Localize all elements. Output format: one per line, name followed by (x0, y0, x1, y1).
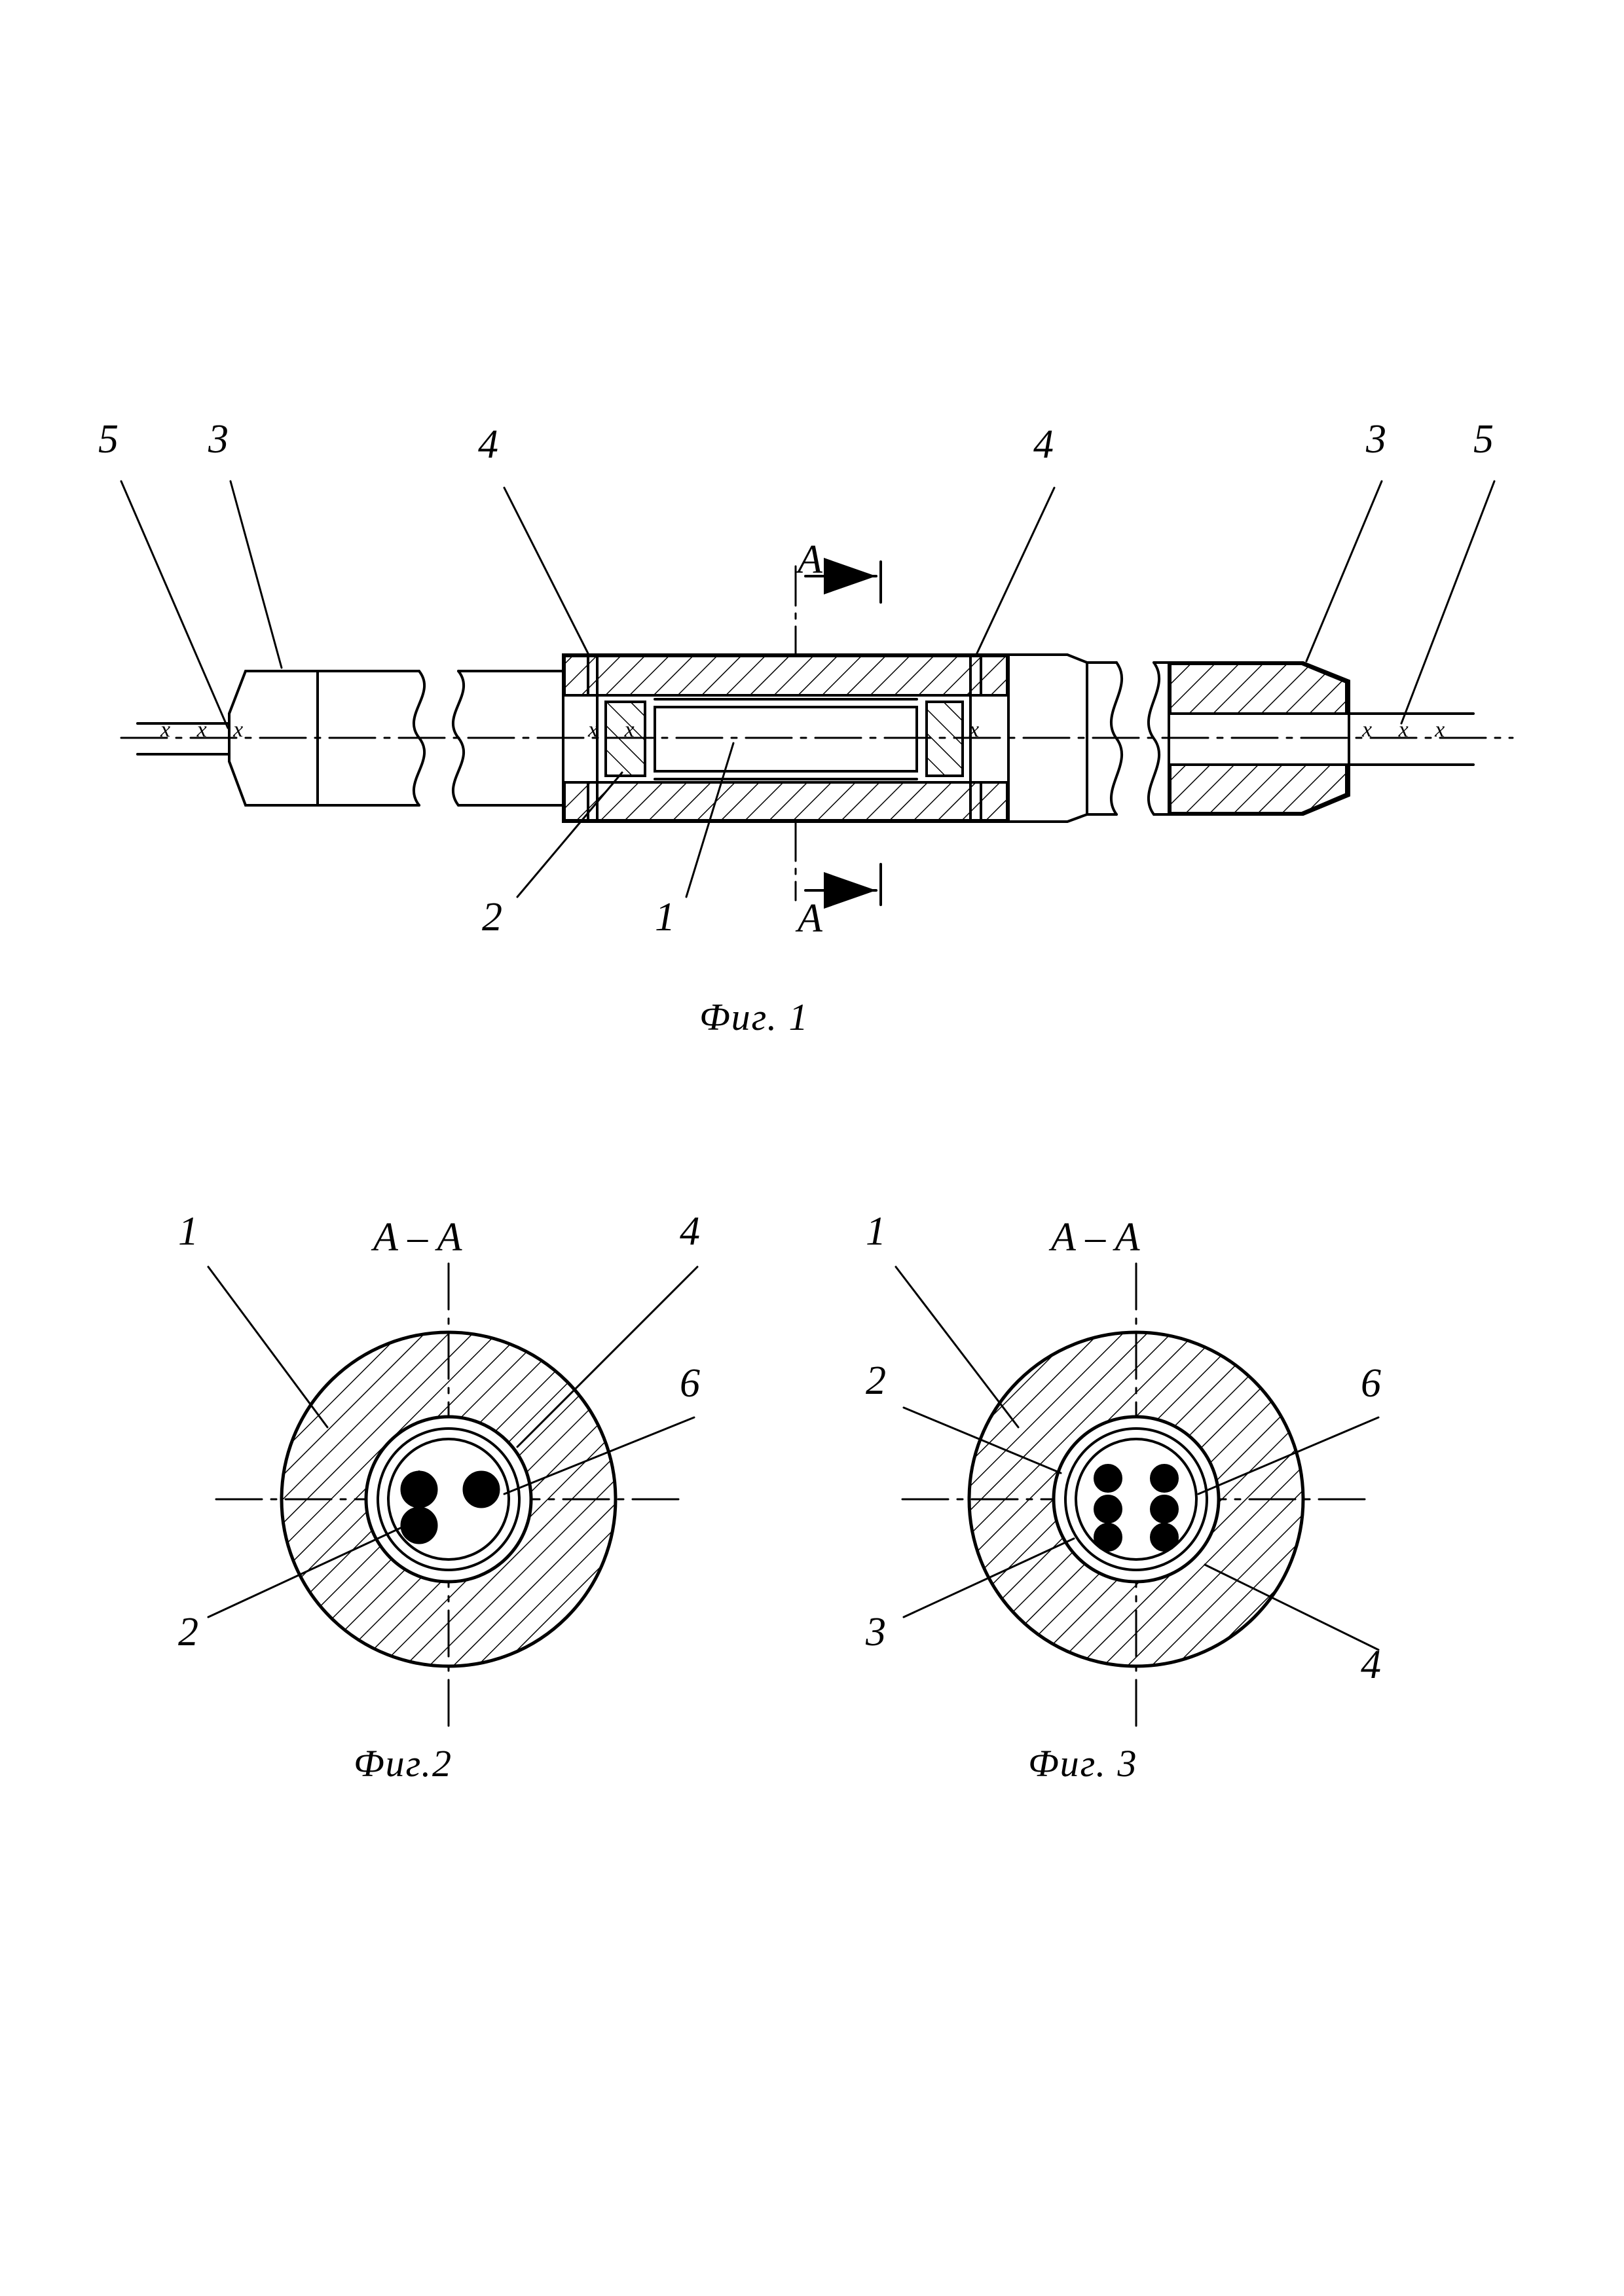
fig3-callout-2: 2 (866, 1358, 886, 1403)
fig1-inner-right-ticks: x (969, 718, 990, 742)
fig1-section-arrows (796, 562, 881, 905)
fig1-callout-2: 2 (482, 895, 502, 939)
fig3-section-title: A – A (1051, 1215, 1140, 1260)
fig2-section-title: A – A (373, 1215, 462, 1260)
fig1-callout-5-left: 5 (98, 417, 119, 462)
fig1-left-cable-ticks: x x x (160, 718, 254, 742)
fig2-callout-2: 2 (178, 1610, 198, 1654)
fig1-geometry (121, 481, 1513, 1735)
fig1-caption: Фиг. 1 (699, 996, 809, 1038)
fig1-right-cable-ticks: x x x (1362, 718, 1456, 742)
fig1-callout-4-right: 4 (1033, 422, 1054, 467)
fig1-section-mark-top: A (798, 538, 822, 582)
fig3-callout-3: 3 (866, 1610, 886, 1654)
fig2-callout-1: 1 (178, 1209, 198, 1254)
fig2-geometry (208, 1264, 697, 1735)
fig1-section-mark-bottom: A (798, 896, 822, 941)
fig1-inner-left-ticks: x x (588, 718, 645, 742)
fig3-callout-1: 1 (866, 1209, 886, 1254)
fig1-callout-1: 1 (655, 895, 675, 939)
fig3-callout-6: 6 (1361, 1361, 1381, 1406)
fig2-caption: Фиг.2 (354, 1742, 453, 1785)
fig2-callout-4: 4 (680, 1209, 700, 1254)
fig3-caption: Фиг. 3 (1028, 1742, 1138, 1785)
fig1-callout-3-left: 3 (208, 417, 229, 462)
fig1-callout-5-right: 5 (1473, 417, 1494, 462)
fig2-callout-6: 6 (680, 1361, 700, 1406)
fig3-geometry (896, 1264, 1378, 1735)
fig3-callout-4: 4 (1361, 1643, 1381, 1687)
fig1-callout-4-left: 4 (478, 422, 498, 467)
fig1-callout-3-right: 3 (1366, 417, 1386, 462)
